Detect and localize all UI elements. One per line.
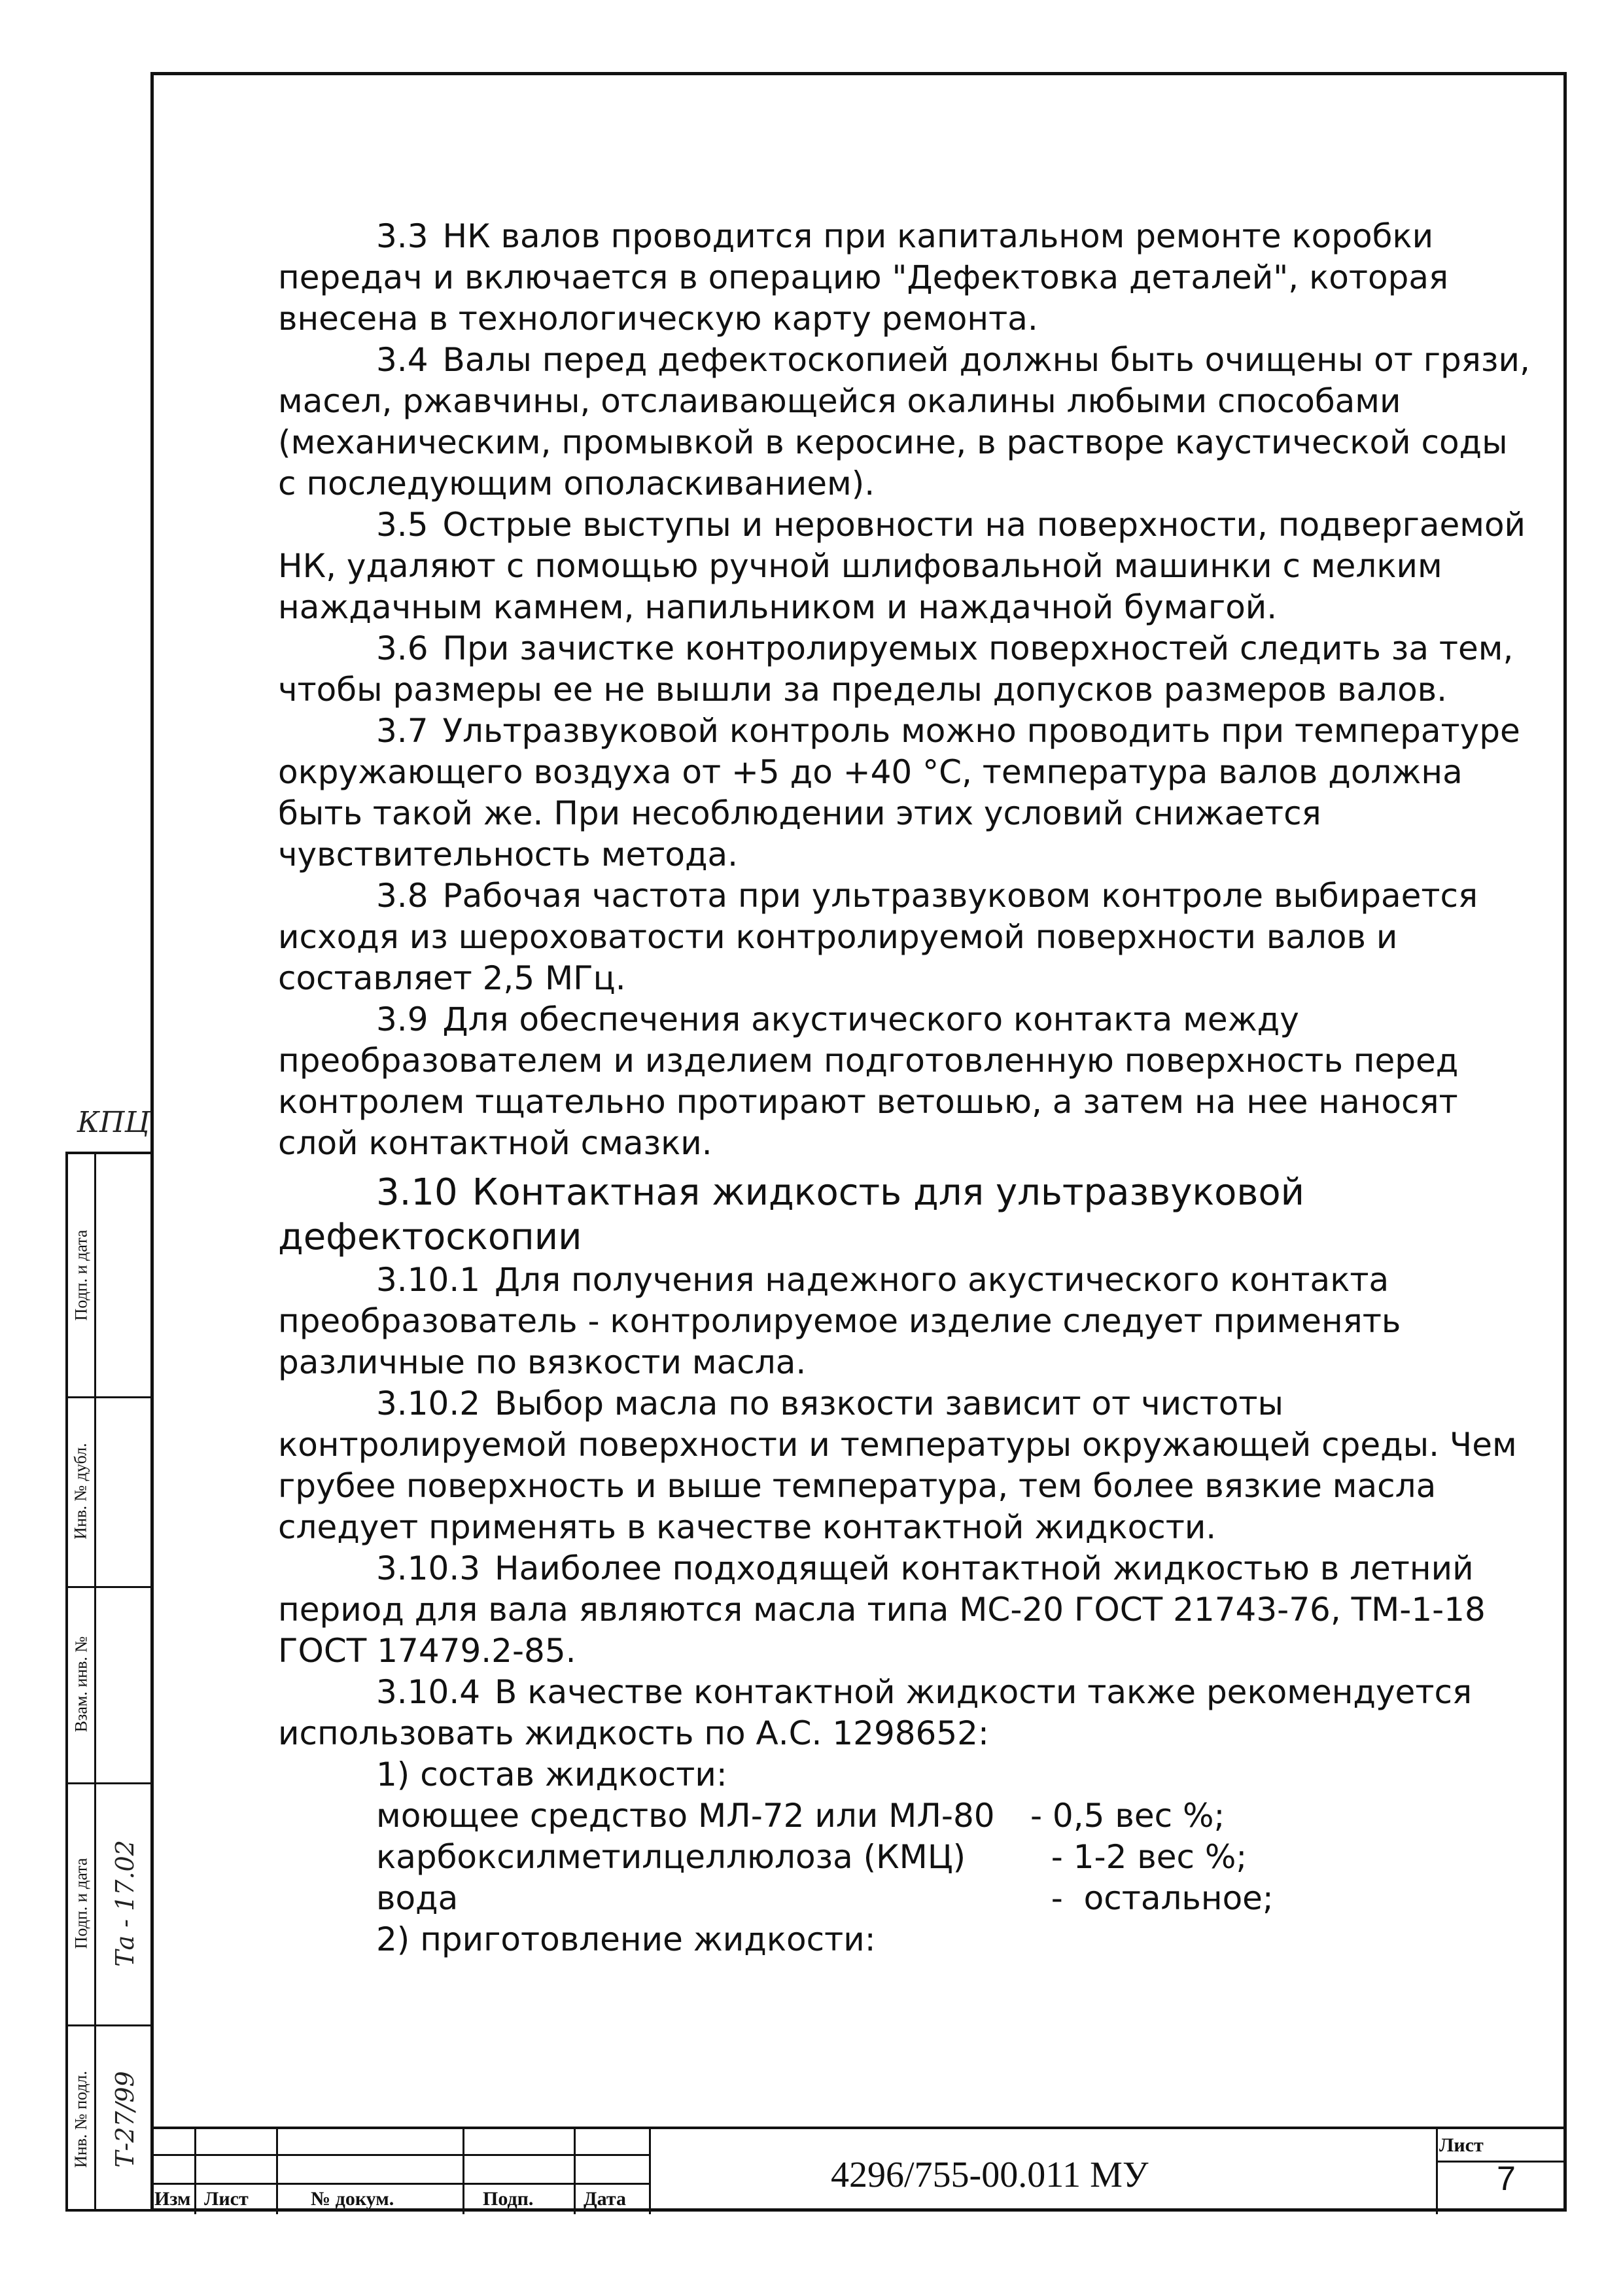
- paragraph-3-10-4: 3.10.4 В качестве контактной жидкости также рекомендуется использовать жидкость по А.С. 1298652:: [278, 1673, 1473, 1752]
- margin-mark: КПЦ: [77, 1106, 150, 1139]
- paragraph-3-6: 3.6 При зачистке контролируемых поверхностей следить за тем, чтобы размеры ее не вышли за пределы допусков размеров валов.: [278, 629, 1514, 709]
- sheet-number: 7: [1497, 2160, 1516, 2198]
- handwritten-signature-date: Та - 17.02: [111, 1840, 140, 1967]
- paragraph-3-10-3: 3.10.3 Наиболее подходящей контактной жидкостью в летний период для вала являются масла типа МС-20 ГОСТ 21743-76, ТМ-1-18 ГОСТ 17479.2-85.: [278, 1549, 1486, 1670]
- tb-row-line: [150, 2154, 651, 2156]
- composition-title: 1) состав жидкости:: [376, 1756, 727, 1793]
- label-replace-inv: Взам. инв. №: [71, 1636, 90, 1733]
- tb-col-list: Лист: [196, 2129, 278, 2214]
- label-dup-inv: Инв. № дубл.: [71, 1443, 90, 1540]
- paragraph-3-9: 3.9 Для обеспечения акустического контакта между преобразователем и изделием подготовленную поверхность перед контролем тщательно протирают ветошью, а затем на нее наносят слой контактной смазки.: [278, 1000, 1459, 1162]
- paragraph-3-4: 3.4 Валы перед дефектоскопией должны быть очищены от грязи, масел, ржавчины, отслаивающейся окалины любыми способами (механическим, промывкой в керосине, в растворе каустической соды с последующим ополаскиванием).: [278, 341, 1530, 503]
- ingredient-row: моющее средство МЛ-72 или МЛ-80 - 0,5 вес %;: [376, 1797, 1225, 1835]
- ingredient-row: вода - остальное;: [376, 1879, 1274, 1917]
- title-block: [150, 2127, 1567, 2212]
- paragraph-3-8: 3.8 Рабочая частота при ультразвуковом контроле выбирается исходя из шероховатости контролируемой поверхности валов и составляет 2,5 МГц.: [278, 877, 1478, 997]
- section-heading-3-10: 3.10 Контактная жидкость для ультразвуковой дефектоскопии: [278, 1171, 1305, 1258]
- tb-col-doc: № докум.: [278, 2129, 464, 2214]
- ingredients-list: [376, 1795, 1534, 1919]
- paragraph-3-10-2: 3.10.2 Выбор масла по вязкости зависит от чистоты контролируемой поверхности и температуры окружающей среды. Чем грубее поверхность и выше температура, тем более вязкие масла следует применять в качестве контактной жидкости.: [278, 1385, 1517, 1546]
- paragraph-3-3: 3.3 НК валов проводится при капитальном ремонте коробки передач и включается в операцию "Дефектовка деталей", которая внесена в технологическую карту ремонта.: [278, 217, 1449, 338]
- label-original-inv: Инв. № подл.: [71, 2070, 90, 2168]
- strip-divider: [94, 1154, 96, 2209]
- tb-col-izm: Изм: [150, 2129, 196, 2214]
- tb-col-date: Дата: [576, 2129, 651, 2214]
- tb-row-line: [150, 2183, 651, 2185]
- tb-col-sign: Подп.: [464, 2129, 576, 2214]
- document-body: [278, 216, 1534, 1960]
- document-code: 4296/755-00.011 МУ: [831, 2155, 1149, 2195]
- preparation-title: 2) приготовление жидкости:: [376, 1920, 876, 1958]
- sheet-label: Лист: [1439, 2134, 1484, 2156]
- paragraph-3-5: 3.5 Острые выступы и неровности на поверхности, подвергаемой НК, удаляют с помощью ручной шлифовальной машинки с мелким наждачным камнем, напильником и наждачной бумагой.: [278, 506, 1526, 626]
- margin-strip: [65, 1152, 154, 2212]
- ingredient-row: карбоксилметилцеллюлоза (КМЦ) - 1-2 вес %;: [376, 1838, 1248, 1876]
- paragraph-3-7: 3.7 Ультразвуковой контроль можно проводить при температуре окружающего воздуха от +5 до +40 °С, температура валов должна быть такой же. При несоблюдении этих условий снижается чувствительность метода.: [278, 712, 1520, 874]
- paragraph-3-10-1: 3.10.1 Для получения надежного акустического контакта преобразователь - контролируемое изделие следует применять различные по вязкости масла.: [278, 1261, 1401, 1381]
- handwritten-inventory-number: Т-27/99: [111, 2071, 140, 2168]
- label-sign-date-bottom: Подп. и дата: [71, 1858, 90, 1949]
- label-sign-date-top: Подп. и дата: [71, 1229, 90, 1321]
- tb-sheet-divider: [1436, 2129, 1438, 2214]
